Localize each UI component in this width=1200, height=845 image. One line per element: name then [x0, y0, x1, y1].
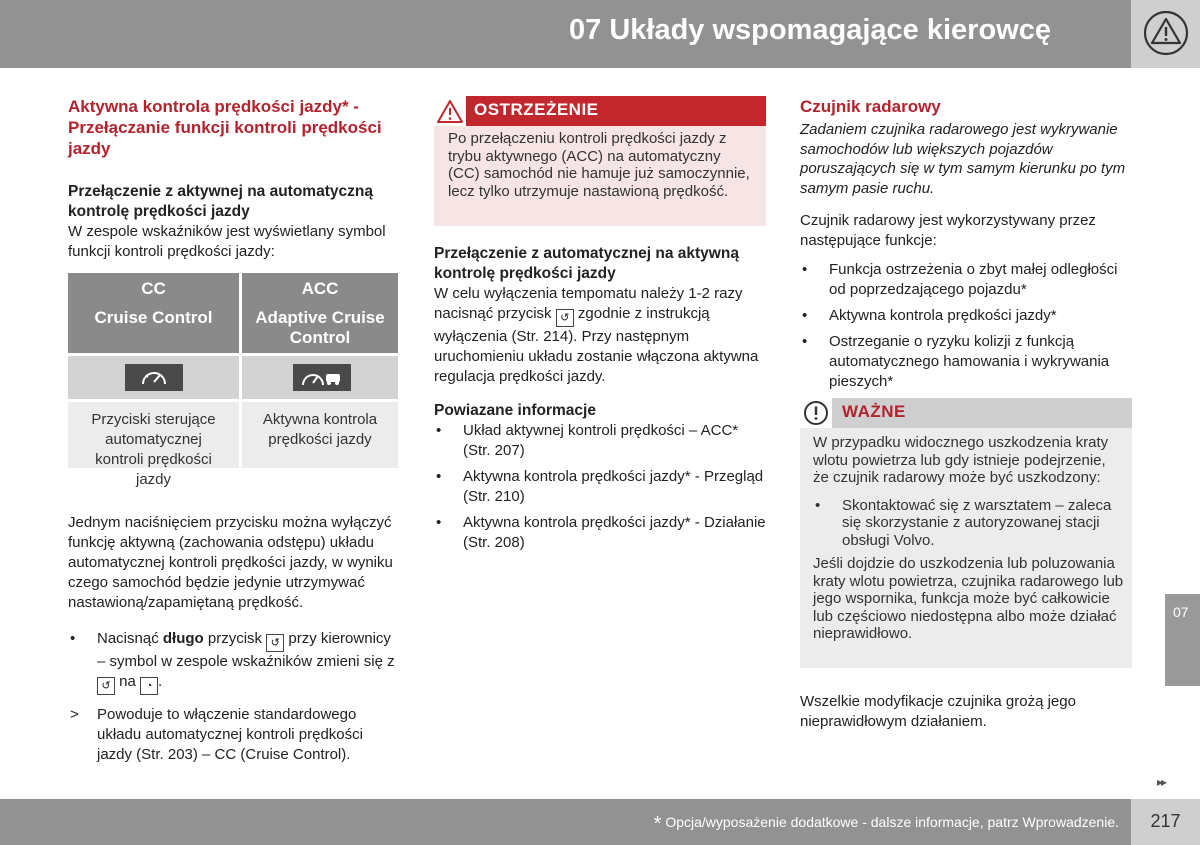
warning-label: OSTRZEŻENIE [474, 100, 599, 119]
bullet-mark: • [70, 630, 76, 647]
list-item: • Nacisnąć długo przycisk ↺ przy kierownicy – symbol w zespole wskaźników zmieni się z ↺ na ◔ . [68, 629, 398, 695]
cc-name: Cruise Control [94, 308, 213, 327]
important-box [800, 398, 1132, 668]
important-header [800, 398, 1132, 428]
footnote-star: * [653, 813, 662, 835]
footnote: * Opcja/wyposażenie dodatkowe - dalsze informacje, patrz Wprowadzenie. [653, 813, 1119, 835]
column-left [68, 96, 398, 765]
closing-text: Wszelkie modyfikacje czujnika grożą jego nieprawidłowym działaniem. [800, 693, 1076, 730]
chapter-number: 07 [1173, 604, 1189, 620]
chapter-icon-box [1131, 0, 1200, 68]
column-right [800, 96, 1132, 730]
table-icon-cell-acc [242, 356, 398, 399]
section-title: Aktywna kontrola prędkości jazdy* - Przełączanie funkcji kontroli prędkości jazdy [68, 97, 382, 158]
warning-triangle-icon [434, 96, 466, 126]
table-header-cc [68, 273, 239, 353]
page-number: 217 [1131, 799, 1200, 845]
chapter-side-tab [1165, 594, 1200, 686]
acc-abbr: ACC [301, 279, 339, 298]
list-item: • Skontaktować się z warsztatem – zaleca się skorzystanie z autoryzowanej stacji obsługi Volvo. [815, 496, 1112, 549]
table-icon-cell-cc [68, 356, 239, 399]
result-mark: > [70, 706, 79, 723]
warning-header [434, 96, 766, 126]
important-content [813, 434, 1125, 643]
cruise-control-table [68, 273, 398, 488]
speedometer-icon [125, 364, 183, 391]
acc-name: Adaptive Cruise Control [255, 308, 385, 347]
list-item: • Układ aktywnej kontroli prędkości – ACC* (Str. 207) [436, 422, 739, 459]
table-desc-cc: Przyciski sterujące automatycznej kontroli prędkości jazdy [68, 402, 239, 468]
exclamation-icon [800, 398, 832, 428]
page-header [0, 0, 1131, 68]
important-text: W przypadku widocznego uszkodzenia kraty wlotu powietrza lub gdy istnieje podejrzenie, że czujnik radarowy może być uszkodzony: [813, 434, 1109, 486]
column-middle [434, 96, 766, 553]
steering-button-icon: ↺ [266, 634, 284, 652]
subsection-title: Przełączenie z automatycznej na aktywną kontrolę prędkości jazdy [434, 245, 739, 282]
warning-triangle-icon [1142, 10, 1190, 56]
subsection-text: W zespole wskaźników jest wyświetlany symbol funkcji kontroli prędkości jazdy: [68, 223, 386, 260]
related-info-title: Powiazane informacje [434, 402, 596, 419]
list-item: • Aktywna kontrola prędkości jazdy* [802, 307, 1057, 324]
list-item: • Ostrzeganie o ryzyku kolizji z funkcją automatycznego hamowania i wykrywania pieszych* [802, 333, 1110, 390]
intro-text: Zadaniem czujnika radarowego jest wykrywanie samochodów lub większych pojazdów poruszających się w tym samym kierunku po tym samym pasie ruchu. [800, 121, 1126, 197]
speedometer-symbol-icon: ◔ [140, 677, 158, 695]
table-desc-acc: Aktywna kontrola prędkości jazdy [242, 402, 398, 468]
subsection-title: Przełączenie z aktywnej na automatyczną kontrolę prędkości jazdy [68, 183, 373, 220]
list-item-result: > Powoduje to włączenie standardowego układu automatycznej kontroli prędkości jazdy (Str. 203) – CC (Cruise Control). [70, 706, 363, 763]
subsection-text: W celu wyłączenia tempomatu należy 1-2 razy nacisnąć przycisk ↺ zgodnie z instrukcją wyłączenia (Str. 214). Przy następnym uruchomieniu układu zostanie włączona aktywna regulacja prędkości jazdy. [434, 285, 759, 385]
chapter-title: 07 Układy wspomagające kierowcę [569, 14, 1051, 46]
list-item: • Aktywna kontrola prędkości jazdy* - Działanie (Str. 208) [436, 514, 766, 551]
warning-text: Po przełączeniu kontroli prędkości jazdy z trybu aktywnego (ACC) na automatyczny (CC) samochód nie hamuje już samoczynnie, lecz tylko utrzymuje nastawioną prędkość. [448, 130, 750, 200]
used-by-text: Czujnik radarowy jest wykorzystywany przez następujące funkcje: [800, 212, 1096, 249]
warning-box [434, 96, 766, 226]
steering-button-icon: ↺ [556, 309, 574, 327]
list-item: • Aktywna kontrola prędkości jazdy* - Przegląd (Str. 210) [436, 468, 764, 505]
important-text: Jeśli dojdzie do uszkodzenia lub poluzowania kraty wlotu powietrza, czujnika radarowego lub jego wspornika, funkcja może być całkowicie lub częściowo niedostępna albo może działać nieprawidłowo. [813, 555, 1124, 642]
section-title: Czujnik radarowy [800, 97, 941, 116]
paragraph-switch: Jednym naciśnięciem przycisku można wyłączyć funkcję aktywną (zachowania odstępu) układu automatycznej kontroli prędkości jazdy, w wyniku czego samochód będzie jedynie utrzymywać nastawioną/zapamiętaną prędkość. [68, 514, 393, 611]
cc-abbr: CC [141, 279, 166, 298]
steering-button-icon: ↺ [97, 677, 115, 695]
speedometer-car-icon [293, 364, 351, 391]
important-label: WAŻNE [842, 402, 906, 421]
page-footer [0, 799, 1131, 845]
table-header-acc [242, 273, 398, 353]
list-item: • Funkcja ostrzeżenia o zbyt małej odległości od poprzedzającego pojazdu* [802, 261, 1118, 298]
next-page-icon: ▸▸ [1157, 775, 1166, 789]
